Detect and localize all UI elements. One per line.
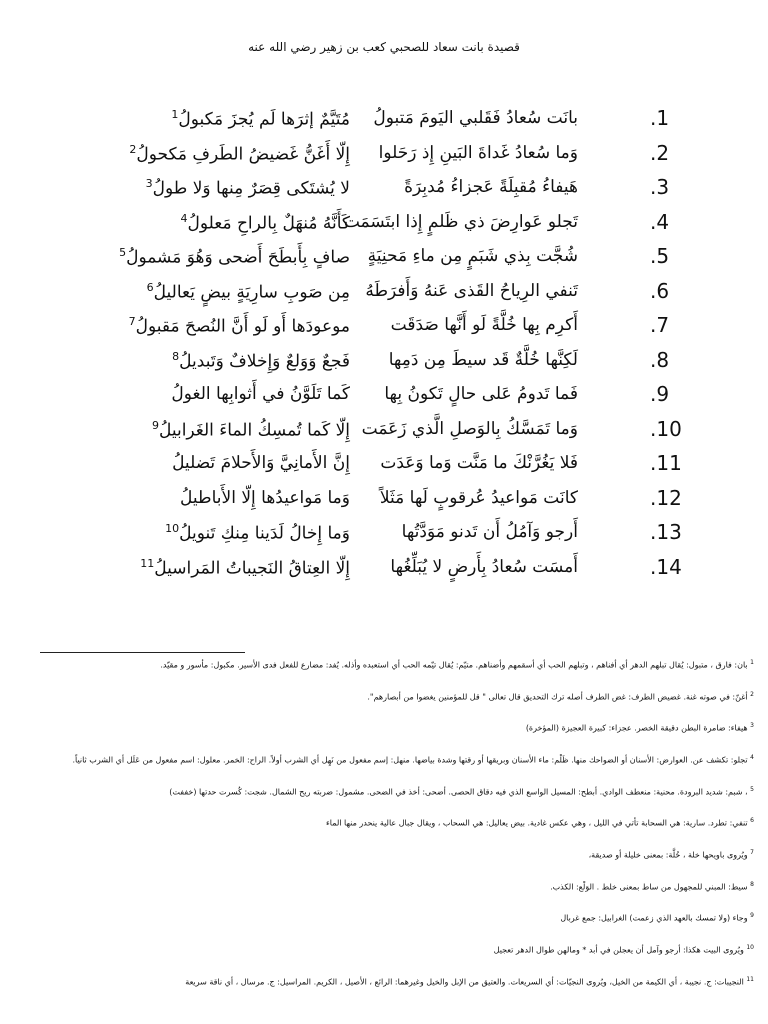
footnote-divider (40, 652, 245, 653)
footnote (28, 878, 754, 894)
second-hemistich-text: لا يُشتَكى قِصَرٌ مِنها وَلا طولُ (152, 178, 350, 199)
footnote-text: ويُروى البيت هكذا: أرجو وآمل أن يعجلن في أبد * ومالهن طوال الدهر تعجيل (493, 945, 744, 955)
footnote (28, 973, 754, 989)
footnotes (28, 656, 754, 1004)
footnote-number: 11 (746, 975, 754, 983)
footnote (28, 909, 754, 925)
second-hemistich (172, 453, 350, 473)
footnote (28, 814, 754, 830)
verse-row (0, 382, 768, 417)
second-hemistich-text: إِلّا كَما تُمسِكُ الماءَ الغَرابيلُ (158, 420, 350, 441)
page-title: قصيدة بانت سعاد للصحبي كعب بن زهير رضي الله عنه (248, 40, 520, 54)
verse-number: .12 (650, 485, 682, 510)
verse-row (0, 520, 768, 555)
footnote-ref[interactable]: 10 (165, 522, 180, 535)
footnote-text: تجلو: تكشف عن. العوارض: الأسنان أو الضواحك منها. ظَلْم: ماء الأسنان وبريقها أو رقتها وشدة بياضها. منهل: إسم مفعول من نَهِل أي الشرب أولاً. الراح: الخمر. معلول: اسم مفعول من عَلَل أي الشرب ثانياً. (72, 755, 748, 765)
verse-row (0, 244, 768, 279)
footnote-number: 4 (750, 753, 754, 761)
footnote-ref[interactable]: 3 (145, 177, 153, 190)
verse-row (0, 313, 768, 348)
verse-number: .5 (650, 244, 670, 268)
verse-number: .11 (650, 451, 682, 475)
footnote-ref[interactable]: 4 (180, 211, 188, 225)
footnote (28, 656, 754, 672)
footnote-ref[interactable]: 2 (129, 142, 137, 156)
footnote (28, 846, 754, 862)
second-hemistich (119, 246, 350, 268)
verse-row (0, 210, 768, 245)
footnote (28, 751, 754, 767)
verse-list (0, 106, 768, 589)
footnote-number: 8 (750, 880, 754, 888)
second-hemistich (147, 281, 350, 303)
footnote (28, 719, 754, 735)
first-hemistich: فَما تَدومُ عَلى حالٍ تَكونُ بِها (384, 384, 578, 404)
verse-number: .10 (650, 416, 682, 441)
verse-number: .9 (650, 382, 670, 406)
verse-row (0, 348, 768, 383)
verse-number: .6 (650, 278, 670, 303)
footnote-ref[interactable]: 11 (140, 556, 155, 570)
verse-row (0, 106, 768, 141)
footnote-number: 2 (750, 690, 754, 698)
footnote-number: 7 (750, 848, 754, 856)
second-hemistich-text: موعودَها أَو لَو أَنَّ النُصحَ مَقبولُ (135, 316, 350, 337)
verse-number: .1 (650, 106, 670, 130)
footnote-ref[interactable]: 6 (146, 280, 154, 294)
second-hemistich-text: صافٍ بِأَبطَحَ أَضحى وَهُوَ مَشمولُ (126, 247, 350, 268)
first-hemistich: بانَت سُعادُ فَقَلبي اليَومَ مَتبولُ (373, 108, 578, 128)
verse-row (0, 279, 768, 314)
footnote-number: 5 (750, 785, 754, 793)
verse-row (0, 141, 768, 176)
footnote-ref[interactable]: 5 (119, 246, 127, 259)
footnote-number: 9 (750, 912, 754, 920)
second-hemistich (171, 108, 350, 130)
verse-number: .13 (650, 520, 682, 544)
second-hemistich-text: مِن صَوبِ سارِيَةٍ بيضٍ يَعاليلُ (153, 282, 350, 303)
footnote (28, 941, 754, 957)
second-hemistich-text: إِلّا العِتاقُ النَجيباتُ المَراسيلُ (154, 558, 350, 579)
second-hemistich (171, 384, 350, 404)
verse-number: .7 (650, 313, 670, 337)
footnote-ref[interactable]: 1 (171, 108, 179, 121)
footnote-number: 6 (750, 817, 754, 825)
verse-number: .8 (650, 347, 670, 372)
second-hemistich-text: فَجعٌ وَوَلعٌ وَإِخلافٌ وَتَبديلُ (179, 351, 350, 372)
footnote-text: سيط: المبني للمجهول من ساط بمعنى خلط . الوَلْع: الكذب. (550, 882, 748, 892)
footnote (28, 688, 754, 704)
first-hemistich: وَما سُعادُ غَداةَ البَينِ إِذ رَحَلوا (378, 142, 578, 163)
footnote-ref[interactable]: 8 (172, 349, 180, 363)
footnote (28, 783, 754, 799)
second-hemistich (180, 488, 350, 508)
footnote-text: هيفاء: ضامرة البطن دقيقة الخصر. عجزاء: كبيرة العجيزة (المؤخرة) (525, 723, 748, 733)
first-hemistich: أَمسَت سُعادُ بِأَرضٍ لا يُبَلِّغُها (390, 556, 578, 577)
first-hemistich: أَرجو وَآمُلُ أَن تَدنو مَوَدَّتُها (401, 522, 578, 542)
second-hemistich (129, 143, 350, 165)
second-hemistich-text: وَما إِخالُ لَدَينا مِنكِ تَنويلُ (179, 523, 350, 544)
second-hemistich-text: كَأَنَّهُ مُنهَلٌ بِالراحِ مَعلولُ (187, 213, 350, 234)
footnote-text: أغنّ: في صوته غنة. غضيض الطرف: غض الطرف أصله ترك التحديق قال تعالى " قل للمؤمنين يغضوا من أبصارهم". (367, 692, 748, 702)
second-hemistich (165, 522, 350, 544)
second-hemistich-text: مُتَيَّمٌ إثرَها لَم يُجزَ مَكبولُ (178, 109, 350, 130)
first-hemistich: تَنفي الرِياحُ القَذى عَنهُ وَأَفرَطَهُ (365, 280, 578, 301)
footnote-number: 1 (750, 659, 754, 666)
second-hemistich (129, 315, 350, 337)
verse-row (0, 555, 768, 590)
first-hemistich: وَما تَمَسَّكُ بِالوَصلِ الَّذي زَعَمَت (361, 418, 578, 439)
second-hemistich-text: إِلّا أَغَنُّ غَضيضُ الطَرفِ مَكحولُ (136, 144, 350, 165)
verse-row (0, 451, 768, 486)
footnote-text: النجيبات: ج. نجيبة ، أي الكيمة من الخيل، ويُروى النجيّات: أي السريعات. والعتيق من الإبل والخيل وغيرهما: الرائع ، الأصيل ، الكريم. المراسيل: ج. مرسال ، أي ناقة سريعة (185, 977, 744, 987)
second-hemistich (172, 350, 350, 372)
first-hemistich: هَيفاءُ مُقبِلَةً عَجزاءُ مُدبِرَةً (404, 177, 578, 197)
second-hemistich-text: وَما مَواعيدُها إِلّا الأَباطيلُ (180, 487, 350, 508)
second-hemistich-text: كَما تَلَوَّنُ في أَثوابِها الغولُ (171, 384, 350, 404)
footnote-text: ، شبم: شديد البرودة. محنية: منعطف الوادي. أبطح: المسيل الواسع الذي فيه دقاق الحصى. أضحى: أخذ في الضحى. مشمول: ضربته ريح الشمال. شجت: كُسرت حدتها (خففت) (169, 787, 748, 797)
first-hemistich: لَكِنَّها خُلَّةٌ قَد سيطَ مِن دَمِها (388, 349, 578, 370)
second-hemistich (152, 419, 350, 441)
verse-number: .14 (650, 554, 682, 579)
verse-number: .4 (650, 209, 670, 234)
second-hemistich (146, 177, 350, 199)
footnote-number: 3 (750, 722, 754, 730)
second-hemistich (180, 212, 350, 234)
first-hemistich: أَكرِم بِها خُلَّةً لَو أَنَّها صَدَقَت (390, 315, 578, 335)
verse-row (0, 175, 768, 210)
second-hemistich (140, 557, 350, 579)
verse-number: .3 (650, 175, 670, 199)
footnote-text: وجاء (ولا تمسك بالعهد الذي زعمت) الغرابيل: جمع غربال (560, 913, 748, 923)
first-hemistich: فَلا يَغُرَّنْكَ ما مَنَّت وَما وَعَدَت (380, 453, 578, 473)
footnote-ref[interactable]: 9 (151, 418, 159, 432)
verse-row (0, 417, 768, 452)
second-hemistich-text: إِنَّ الأَمانِيَّ وَالأَحلامَ تَضليلُ (172, 453, 350, 473)
verse-number: .2 (650, 140, 670, 165)
footnote-text: ويُروى باويحها خلة ، خُلَّة: بمعنى خليلة أو صديقة، (588, 850, 748, 860)
footnote-ref[interactable]: 7 (128, 315, 136, 328)
footnote-text: تنفي: تطرد. سارية: هي السحابة تأتي في الليل ، وهي عكس غادية. بيض يعاليل: هي السحاب ، ويقال جبال عالية ينحدر منها الماء (326, 818, 748, 828)
footnote-number: 10 (746, 943, 754, 951)
first-hemistich: شُجَّت بِذي شَبَمٍ مِن ماءِ مَحنِيَةٍ (367, 246, 578, 266)
verse-row (0, 486, 768, 521)
first-hemistich: تَجلو عَوارِضَ ذي ظَلمٍ إِذا ابتَسَمَت (343, 211, 578, 232)
footnote-text: بان: فارق ، متبول: يُقال تبلهم الدهر أي أفناهم ، وتبلهم الحب أي أسقمهم وأضناهم. متيّم: يُقال تيّمه الحب أي استعبده وأذله. يُفد: مضارع للفعل فدى الأسير. مكبول: مأسور و مقيّد. (160, 660, 748, 670)
first-hemistich: كانَت مَواعيدُ عُرقوبٍ لَها مَثَلاً (379, 487, 578, 508)
